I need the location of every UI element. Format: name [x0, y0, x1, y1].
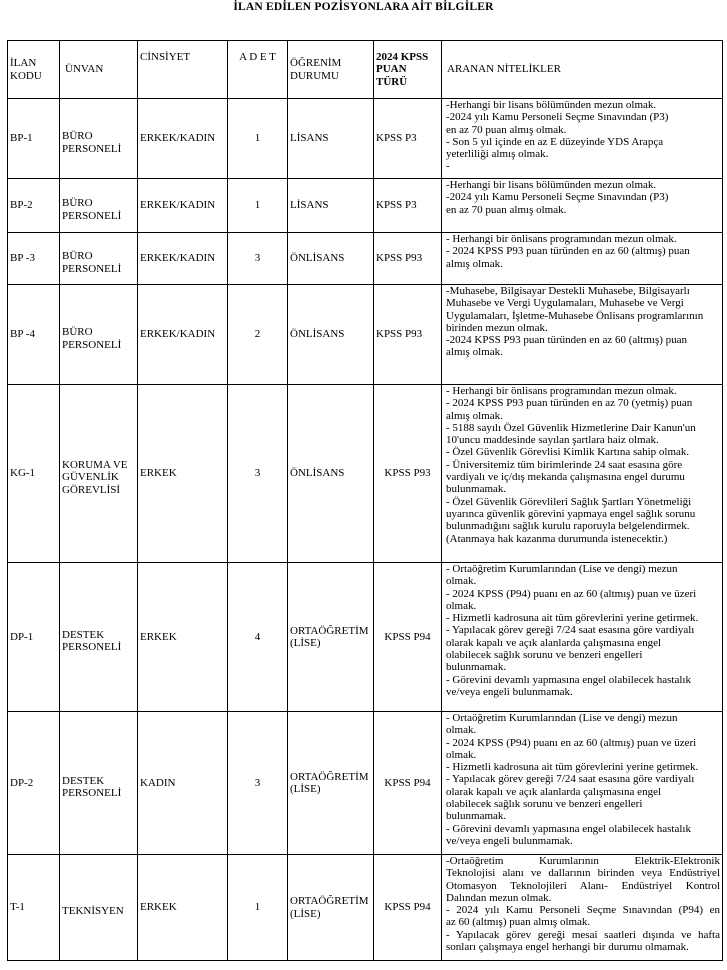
cell-unvan [60, 99, 138, 179]
cell-aranan-nitelikler [442, 712, 723, 855]
cell-aranan-nitelikler [442, 179, 723, 233]
cell-ogrenim-line: ORTAÖĞRETİM [290, 770, 369, 783]
requirement-line: sonları çalışmaya engel herhangi bir durumu olmamak. [446, 941, 689, 954]
cell-ogrenim [288, 99, 374, 179]
cell-kpss: KPSS P3 [374, 99, 442, 179]
requirement-line: - Ortaöğretim Kurumlarından (Lise ve dengi) mezun [446, 712, 678, 724]
requirement-line: birinden mezun olmak. [446, 321, 548, 334]
requirement-line: - Görevini devamlı yapmasına engel olabilecek hastalık [446, 822, 691, 835]
requirement-line: - 2024 KPSS (P94) puanı en az 60 (altmış) puan ve üzeri [446, 736, 697, 749]
cell-unvan [60, 285, 138, 385]
requirement-line: vardiyalı ve iç/dış mekanda çalışmasına engel durumu [446, 471, 685, 484]
cell-kpss: KPSS P93 [374, 285, 442, 385]
header-kpss-line: TÜRÜ [376, 75, 408, 88]
header-adet [228, 41, 288, 99]
cell-unvan-line: PERSONELİ [62, 142, 122, 155]
header-aranan-nitelikler-label: ARANAN NİTELİKLER [447, 63, 561, 76]
cell-ogrenim [288, 563, 374, 712]
header-kpss [374, 41, 442, 99]
cell-ogrenim-line: (LİSE) [290, 783, 321, 795]
requirement-line: Muhasebe ve Vergi Uygulamaları, Muhasebe ve Vergi [446, 297, 684, 310]
cell-ogrenim-line: (LİSE) [290, 907, 321, 920]
positions-table [7, 40, 723, 961]
cell-ogrenim [288, 855, 374, 961]
cell-ogrenim-line: ÖNLİSANS [290, 252, 345, 265]
table-row [8, 563, 723, 712]
cell-cinsiyet: ERKEK/KADIN [138, 99, 228, 179]
requirement-line: -Herhangi bir lisans bölümünden mezun olmak. [446, 179, 657, 191]
document-title: İLAN EDİLEN POZİSYONLARA AİT BİLGİLER [233, 1, 494, 13]
cell-adet: 3 [228, 233, 288, 285]
header-ogrenim-line: ÖĞRENİM [290, 57, 342, 69]
cell-cinsiyet: ERKEK [138, 563, 228, 712]
table-row [8, 285, 723, 385]
cell-kpss: KPSS P94 [374, 855, 442, 961]
requirement-line: en az 70 puan almış olmak. [446, 123, 567, 136]
cell-unvan [60, 563, 138, 712]
cell-aranan-nitelikler [442, 99, 723, 179]
cell-unvan [60, 712, 138, 855]
requirement-line: - [446, 160, 450, 173]
cell-unvan-line: DESTEK [62, 628, 105, 641]
requirement-line: Uygulamaları, İşletme-Muhasebe Önlisans programlarının [446, 309, 704, 322]
cell-ogrenim-line: ORTAÖĞRETİM [290, 624, 369, 637]
header-cinsiyet-label: CİNSİYET [140, 51, 191, 63]
requirement-line: 10'uncu maddesinde sayılan şartlara haiz olmak. [446, 434, 659, 447]
header-ilan-kodu-line: İLAN [10, 57, 37, 69]
cell-ilan-kodu: BP -3 [8, 233, 60, 285]
requirement-line: - Üniversitemiz tüm birimlerinde 24 saat esasına göre [446, 458, 683, 471]
cell-ogrenim [288, 285, 374, 385]
cell-ogrenim-line: LİSANS [290, 132, 329, 145]
requirement-line: - Yapılacak görev gereği 7/24 saat esasına göre vardiyalı [446, 624, 695, 637]
cell-ogrenim [288, 712, 374, 855]
requirement-line: az 60 (altmış) puan almış olmak. [446, 916, 591, 929]
table-row [8, 99, 723, 179]
cell-ilan-kodu: T-1 [8, 855, 60, 961]
requirement-line: ve/veya engeli bulunmamak. [446, 834, 573, 847]
cell-aranan-nitelikler [442, 855, 723, 961]
requirement-line: Dalından mezun olmak. [446, 891, 552, 904]
requirement-line: - Herhangi bir önlisans programından mezun olmak. [446, 385, 677, 397]
requirement-line: yeterliliği almış olmak. [446, 148, 549, 161]
cell-kpss: KPSS P94 [374, 712, 442, 855]
cell-unvan-line: PERSONELİ [62, 209, 122, 222]
cell-unvan-line: PERSONELİ [62, 262, 122, 275]
requirement-line: - 2024 KPSS P93 puan türünden en az 70 (yetmiş) puan [446, 397, 693, 410]
requirement-line: olabilecek sağlık sorunu ve benzeri engelleri [446, 798, 643, 811]
header-row [8, 41, 723, 99]
requirement-line: (Atanmaya hak kazanma durumunda istenecektir.) [446, 532, 668, 545]
requirement-line: olmak. [446, 599, 477, 612]
cell-ogrenim [288, 233, 374, 285]
cell-unvan-line: BÜRO [62, 326, 93, 338]
header-unvan-label: ÜNVAN [65, 63, 104, 76]
requirement-line: - Yapılacak görev gereği 7/24 saat esasına göre vardiyalı [446, 773, 695, 786]
requirement-line: - Hizmetli kadrosuna ait tüm görevlerini yerine getirmek. [446, 612, 699, 625]
requirement-line: - Hizmetli kadrosuna ait tüm görevlerini yerine getirmek. [446, 761, 699, 774]
cell-kpss: KPSS P93 [374, 233, 442, 285]
cell-ilan-kodu: KG-1 [8, 385, 60, 563]
requirement-line: bulunmadığını sağlık kurulu raporuyla belgelendirmek. [446, 520, 690, 533]
cell-adet: 3 [228, 385, 288, 563]
requirement-line: - Özel Güvenlik Görevlisi Kimlik Kartına sahip olmak. [446, 446, 690, 459]
cell-ilan-kodu: DP-2 [8, 712, 60, 855]
cell-unvan-line: PERSONELİ [62, 641, 122, 653]
table-row [8, 179, 723, 233]
table-row [8, 233, 723, 285]
cell-kpss: KPSS P94 [374, 563, 442, 712]
cell-unvan-line: BÜRO [62, 130, 93, 142]
requirement-line: almış olmak. [446, 257, 503, 270]
table-row [8, 855, 723, 961]
cell-kpss: KPSS P93 [374, 385, 442, 563]
header-ilan-kodu [8, 41, 60, 99]
requirement-line: - Herhangi bir önlisans programından mezun olmak. [446, 233, 677, 245]
requirement-line: - Ortaöğretim Kurumlarından (Lise ve dengi) mezun [446, 563, 678, 575]
header-ogrenim-line: DURUMU [290, 69, 339, 82]
cell-ilan-kodu: BP-2 [8, 179, 60, 233]
header-kpss-line: 2024 KPSS [376, 50, 429, 63]
table-row [8, 385, 723, 563]
cell-cinsiyet: ERKEK/KADIN [138, 179, 228, 233]
header-aranan-nitelikler [442, 41, 723, 99]
requirement-line: bulunmamak. [446, 483, 507, 496]
header-cinsiyet [138, 41, 228, 99]
cell-cinsiyet: ERKEK/KADIN [138, 233, 228, 285]
requirement-line: -Ortaöğretim Kurumlarının Elektrik-Elektronik [446, 855, 720, 867]
cell-unvan [60, 385, 138, 563]
cell-unvan-line: BÜRO [62, 250, 93, 262]
requirement-line: olarak kapalı ve açık alanlarda çalışmasına engel [446, 636, 662, 649]
cell-ogrenim [288, 179, 374, 233]
requirement-line: Teknolojisi alanı ve dallarının birinden veya Endüstriyel [446, 867, 720, 880]
cell-adet: 1 [228, 99, 288, 179]
cell-ilan-kodu: BP -4 [8, 285, 60, 385]
header-kpss-line: PUAN [376, 63, 407, 76]
header-unvan [60, 41, 138, 99]
requirement-line: olarak kapalı ve açık alanlarda çalışmasına engel [446, 785, 662, 798]
requirement-line: -2024 yılı Kamu Personeli Seçme Sınavından (P3) [446, 111, 669, 124]
requirement-line: en az 70 puan almış olmak. [446, 203, 567, 216]
cell-ogrenim-line: ORTAÖĞRETİM [290, 895, 369, 907]
requirement-line: - Özel Güvenlik Görevlileri Sağlık Şartları Yönetmeliği [446, 495, 692, 508]
requirement-line: olmak. [446, 724, 477, 737]
cell-adet: 1 [228, 179, 288, 233]
cell-unvan [60, 179, 138, 233]
requirement-line: -Muhasebe, Bilgisayar Destekli Muhasebe, Bilgisayarlı [446, 285, 690, 297]
cell-unvan [60, 233, 138, 285]
cell-kpss: KPSS P3 [374, 179, 442, 233]
cell-unvan-line: TEKNİSYEN [62, 905, 124, 918]
header-adet-label: A D E T [239, 51, 276, 63]
cell-unvan-line: DESTEK [62, 774, 105, 787]
header-ogrenim [288, 41, 374, 99]
cell-aranan-nitelikler [442, 285, 723, 385]
header-ilan-kodu-line: KODU [10, 69, 42, 82]
cell-aranan-nitelikler [442, 233, 723, 285]
requirement-line: -Herhangi bir lisans bölümünden mezun olmak. [446, 99, 657, 111]
cell-ilan-kodu: DP-1 [8, 563, 60, 712]
requirement-line: -2024 KPSS P93 puan türünden en az 60 (altmış) puan [446, 334, 688, 347]
cell-ogrenim [288, 385, 374, 563]
requirement-line: bulunmamak. [446, 810, 507, 823]
cell-unvan-line: PERSONELİ [62, 787, 122, 799]
requirement-line: - 2024 KPSS (P94) puanı en az 60 (altmış) puan ve üzeri [446, 587, 697, 600]
cell-ogrenim-line: LİSANS [290, 199, 329, 212]
requirement-line: Otomasyon Teknolojileri Alanı- Endüstriyel Kontrol [446, 879, 720, 892]
table-row [8, 712, 723, 855]
cell-ogrenim-line: ÖNLİSANS [290, 328, 345, 341]
cell-ogrenim-line: (LİSE) [290, 637, 321, 649]
cell-cinsiyet: KADIN [138, 712, 228, 855]
requirement-line: -2024 yılı Kamu Personeli Seçme Sınavından (P3) [446, 191, 669, 204]
cell-unvan-line: GÖREVLİSİ [62, 483, 121, 496]
cell-adet: 2 [228, 285, 288, 385]
requirement-line: - Yapılacak görev gereği mesai saatleri dışında ve hafta [446, 928, 720, 941]
cell-unvan-line: GÜVENLİK [62, 471, 119, 484]
requirement-line: ve/veya engeli bulunmamak. [446, 685, 573, 698]
requirement-line: - Son 5 yıl içinde en az E düzeyinde YDS Arapça [446, 135, 664, 148]
cell-adet: 1 [228, 855, 288, 961]
requirement-line: almış olmak. [446, 409, 503, 422]
cell-cinsiyet: ERKEK [138, 385, 228, 563]
cell-unvan-line: KORUMA VE [62, 458, 128, 471]
requirement-line: uyarınca güvenlik görevini yapmaya engel sağlık sorunu [446, 507, 696, 520]
requirement-line: - Görevini devamlı yapmasına engel olabilecek hastalık [446, 673, 691, 686]
requirement-line: olmak. [446, 748, 477, 761]
requirement-line: olmak. [446, 575, 477, 588]
cell-ogrenim-line: ÖNLİSANS [290, 467, 345, 480]
requirement-line: olabilecek sağlık sorunu ve benzeri engelleri [446, 649, 643, 662]
requirement-line: - 2024 KPSS P93 puan türünden en az 60 (altmış) puan [446, 245, 690, 258]
cell-aranan-nitelikler [442, 563, 723, 712]
cell-unvan [60, 855, 138, 961]
cell-cinsiyet: ERKEK [138, 855, 228, 961]
requirement-line: - 2024 yılı Kamu Personeli Seçme Sınavından (P94) en [446, 904, 720, 917]
cell-ilan-kodu: BP-1 [8, 99, 60, 179]
cell-adet: 3 [228, 712, 288, 855]
cell-unvan-line: BÜRO [62, 197, 93, 209]
cell-adet: 4 [228, 563, 288, 712]
cell-aranan-nitelikler [442, 385, 723, 563]
cell-unvan-line: PERSONELİ [62, 338, 122, 351]
requirement-line: bulunmamak. [446, 661, 507, 674]
cell-cinsiyet: ERKEK/KADIN [138, 285, 228, 385]
requirement-line: - 5188 sayılı Özel Güvenlik Hizmetlerine Dair Kanun'un [446, 421, 696, 434]
requirement-line: almış olmak. [446, 346, 503, 359]
